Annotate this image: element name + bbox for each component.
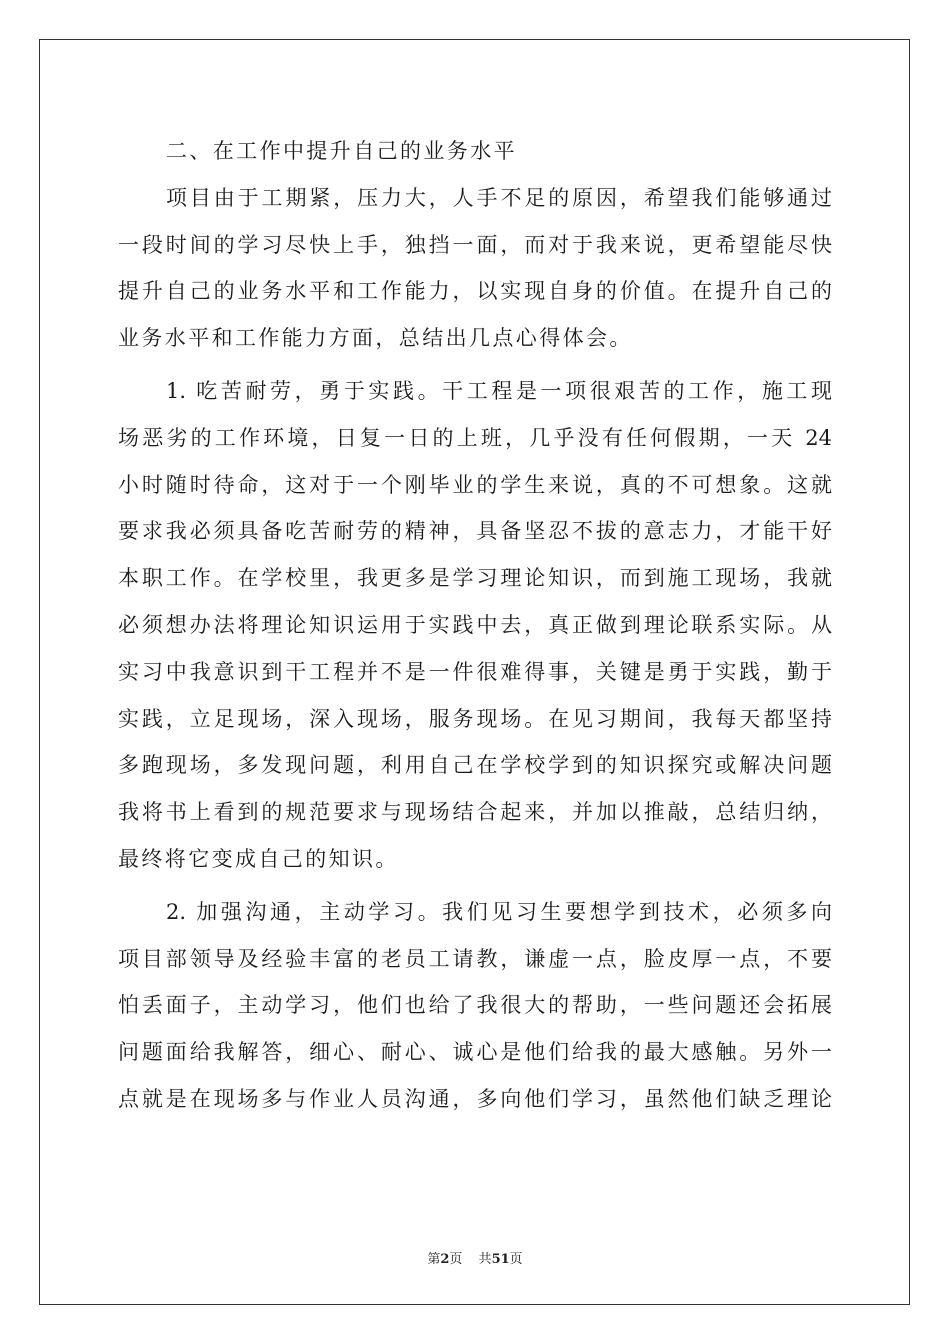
paragraph-line: 必须想办法将理论知识运用于实践中去，真正做到理论联系实际。从 (118, 612, 832, 637)
paragraph-line: 要求我必须具备吃苦耐劳的精神，具备坚忍不拔的意志力，才能干好 (118, 519, 832, 544)
paragraph-line: 实习中我意识到干工程并不是一件很难得事，关键是勇于实践，勤于 (118, 659, 832, 684)
paragraph-line: 我将书上看到的规范要求与现场结合起来，并加以推敲，总结归纳， (118, 800, 832, 825)
paragraph-line: 问题面给我解答，细心、耐心、诚心是他们给我的最大感触。另外一 (118, 1040, 832, 1065)
paragraph-line: 提升自己的业务水平和工作能力，以实现自身的价值。在提升自己的 (118, 279, 832, 304)
paragraph-line: 1. 吃苦耐劳，勇于实践。干工程是一项很艰苦的工作，施工现 (166, 378, 832, 403)
paragraph-line: 最终将它变成自己的知识。 (118, 846, 399, 871)
paragraph-line: 业务水平和工作能力方面，总结出几点心得体会。 (118, 326, 633, 351)
paragraph-line: 2. 加强沟通，主动学习。我们见习生要想学到技术，必须多向 (166, 899, 832, 924)
paragraph-line: 项目由于工期紧，压力大，人手不足的原因，希望我们能够通过 (166, 185, 832, 210)
page-footer (0, 1248, 950, 1267)
paragraph-line: 一段时间的学习尽快上手，独挡一面，而对于我来说，更希望能尽快 (118, 232, 832, 257)
paragraph-line: 本职工作。在学校里，我更多是学习理论知识，而到施工现场，我就 (118, 566, 832, 591)
paragraph-line: 多跑现场，多发现问题，利用自己在学校学到的知识探究或解决问题 (118, 753, 832, 778)
section-heading: 二、在工作中提升自己的业务水平 (166, 139, 517, 163)
paragraph-line: 实践，立足现场，深入现场，服务现场。在见习期间，我每天都坚持 (118, 706, 832, 731)
document-body (118, 128, 832, 1123)
paragraph-line: 项目部领导及经验丰富的老员工请教，谦虚一点，脸皮厚一点，不要 (118, 946, 832, 971)
paragraph-line: 怕丢面子，主动学习，他们也给了我很大的帮助，一些问题还会拓展 (118, 993, 832, 1018)
paragraph-line: 场恶劣的工作环境，日复一日的上班，几乎没有任何假期，一天 24 (118, 425, 832, 450)
paragraph-line: 点就是在现场多与作业人员沟通，多向他们学习，虽然他们缺乏理论 (118, 1086, 832, 1111)
paragraph-line: 小时随时待命，这对于一个刚毕业的学生来说，真的不可想象。这就 (118, 472, 832, 497)
page-number: 第2页 (427, 1252, 463, 1267)
page-total: 共51页 (478, 1252, 523, 1267)
